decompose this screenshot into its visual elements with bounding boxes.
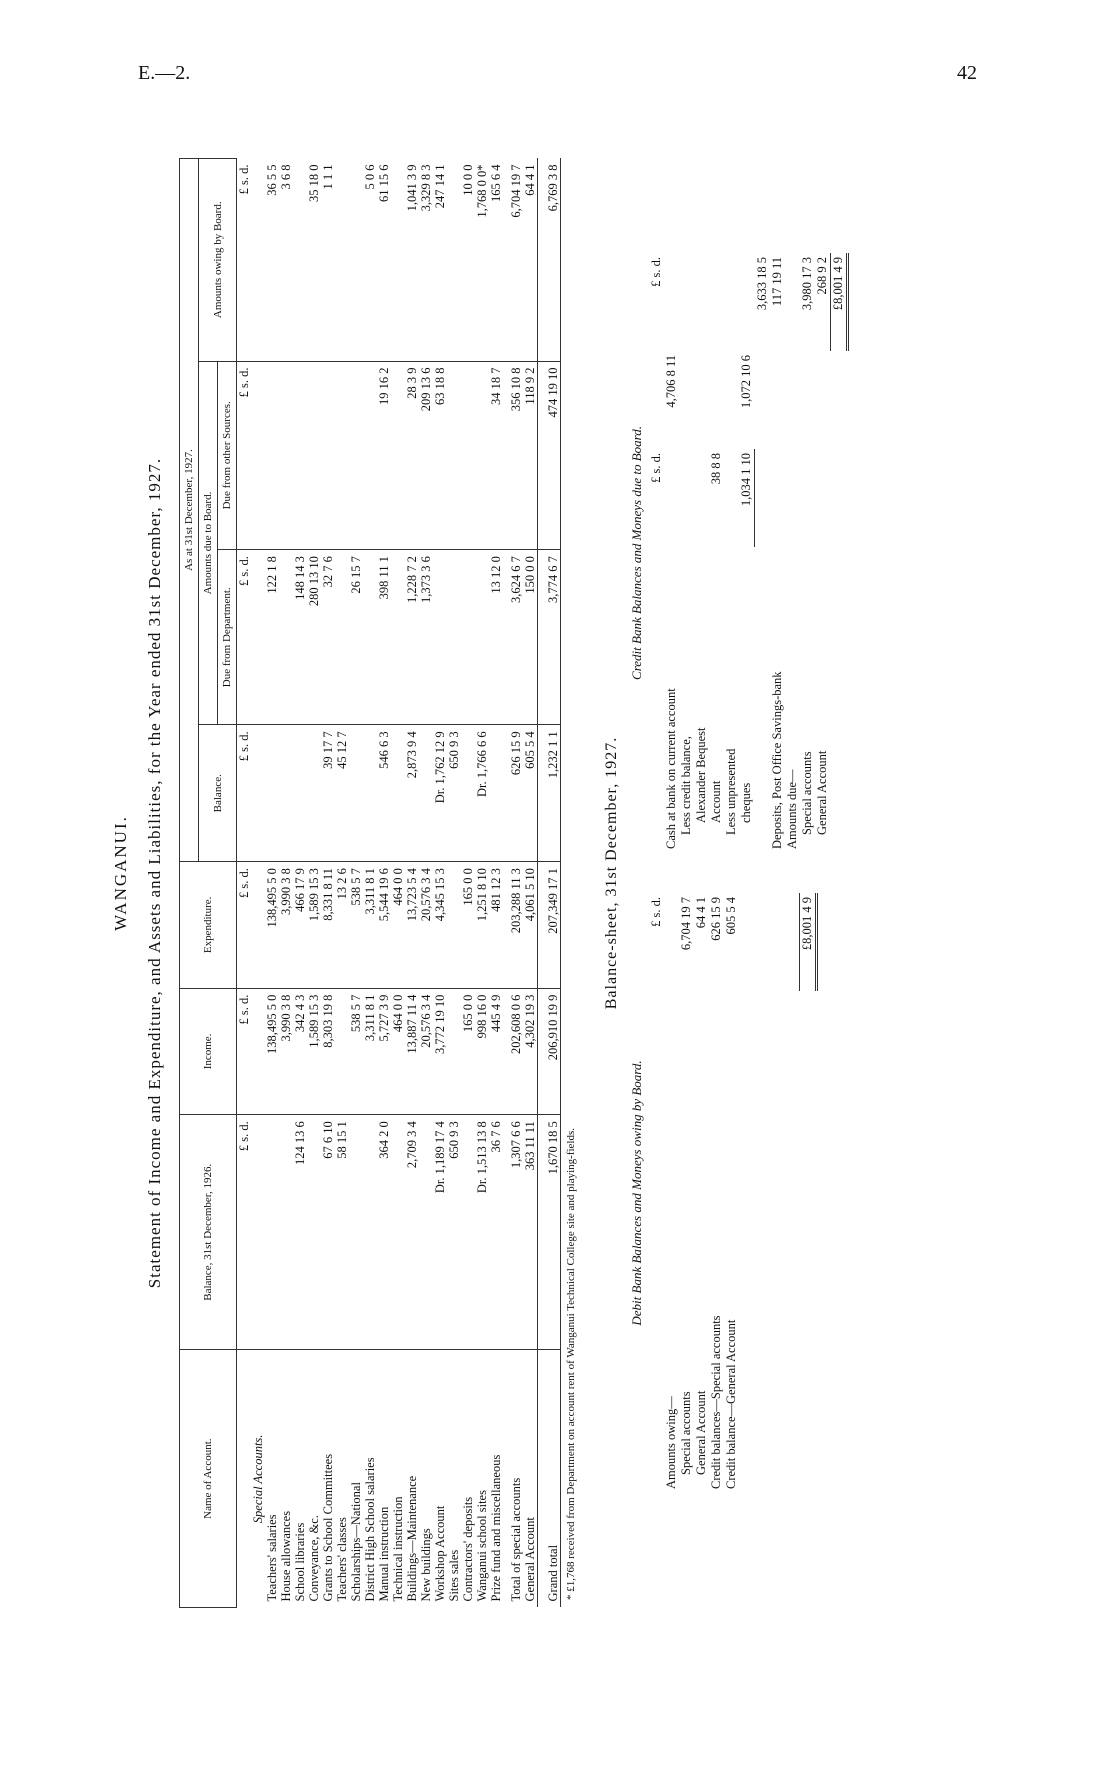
cell-owe: 10 0 0 [461,159,475,362]
cell-oth [461,361,475,550]
cell-exp: 20,576 3 4 [419,862,433,989]
col-income: Income. [180,988,237,1115]
credit-due-general: General Account [814,750,829,835]
table-row [433,159,447,1608]
cell-oth: 118 9 2 [523,361,538,550]
cell-b26: Dr. 1,513 13 8 [475,1115,489,1350]
cell-bal [293,725,307,862]
cell-exp: 165 0 0 [461,862,475,989]
cell-owe: 6,769 3 8 [538,159,561,362]
cell-exp: 464 0 0 [391,862,405,989]
cell-inc: 138,495 5 0 [265,988,279,1115]
credit-less1-value: 38 8 8 [709,453,723,485]
table-row [523,159,538,1608]
cell-b26: 363 11 11 [523,1115,538,1350]
cell-exp: 5,544 19 6 [377,862,391,989]
account-name: Prize fund and miscellaneous [489,1454,503,1602]
cell-b26: 1,670 18 5 [538,1115,561,1350]
cell-bal [363,725,377,862]
cell-inc: 8,303 19 8 [321,988,335,1115]
cell-dept: 398 11 1 [377,550,391,725]
table-row [419,159,433,1608]
credit-table [649,253,849,853]
table-row [335,159,349,1608]
cell-owe [447,159,461,362]
debit-credit-general: Credit balance—General Account [724,1319,738,1489]
cell-owe: 3 6 8 [279,159,293,362]
cell-exp: 4,345 15 3 [433,862,447,989]
cell-owe: 35 18 0 [307,159,321,362]
cell-inc: 165 0 0 [461,988,475,1115]
cell-b26: 124 13 6 [293,1115,307,1350]
cell-b26: 364 2 0 [377,1115,391,1350]
cell-b26: 58 15 1 [335,1115,349,1350]
cell-inc: 4,302 19 3 [523,988,538,1115]
lsd-label: £ s. d. [237,862,252,989]
account-name: District High School salaries [363,1457,377,1602]
cell-inc: 445 4 9 [489,988,503,1115]
cell-bal: 605 5 4 [523,725,538,862]
cell-bal: 2,873 9 4 [405,725,419,862]
cell-b26 [265,1115,279,1350]
table-row [321,159,335,1608]
cell-dept [447,550,461,725]
table-row [489,159,503,1608]
debit-column [629,893,849,1493]
page-number: 42 [957,62,977,84]
account-name: Wanganui school sites [475,1490,489,1602]
cell-oth: 474 19 10 [538,361,561,550]
cell-oth: 28 3 9 [405,361,419,550]
cell-b26: 2,709 3 4 [405,1115,419,1350]
cell-oth: 34 18 7 [489,361,503,550]
credit-less1: Less credit balance, [679,736,693,835]
cell-b26 [349,1115,363,1350]
cell-oth [279,361,293,550]
col-asat: As at 31st December, 1927. [180,159,199,862]
table-row [279,159,293,1608]
cell-b26 [461,1115,475,1350]
credit-less1c: Account [709,780,723,823]
cell-exp: 481 12 3 [489,862,503,989]
account-name: Teachers' classes [335,1517,349,1602]
table-row [447,159,461,1608]
debit-credit-general-value: 605 5 4 [724,897,738,935]
statement-title: Statement of Income and Expenditure, and Assets and Liabilities, for the Year ended 31st December, 1927. [145,457,164,1289]
cell-b26 [279,1115,293,1350]
credit-net-value: 3,633 18 5 [754,257,769,311]
cell-dept: 1,228 7 2 [405,550,419,725]
credit-less2-value: 1,034 1 10 [739,449,755,547]
account-name: Contractors' deposits [461,1496,475,1602]
cell-oth [321,361,335,550]
cell-exp: 1,589 15 3 [307,862,321,989]
credit-due: Amounts due— [784,769,799,849]
table-row [265,159,279,1608]
account-name: Technical instruction [391,1496,405,1602]
credit-due-special-value: 3,980 17 3 [799,257,814,311]
cell-bal [265,725,279,862]
cell-b26 [419,1115,433,1350]
cell-inc: 206,910 19 9 [538,988,561,1115]
col-owing: Amounts owing by Board. [199,159,237,362]
cell-exp: 4,061 5 10 [523,862,538,989]
cell-exp: 13 2 6 [335,862,349,989]
cell-dept: 26 15 7 [349,550,363,725]
cell-bal [349,725,363,862]
cell-inc: 998 16 0 [475,988,489,1115]
cell-b26: 650 9 3 [447,1115,461,1350]
credit-less2b: cheques [739,782,754,823]
cell-owe: 64 4 1 [523,159,538,362]
col-due-dept: Due from Department. [218,550,237,725]
debit-general-value: 64 4 1 [694,897,708,929]
debit-owing: Amounts owing— [664,1396,678,1489]
credit-posb-value: 117 19 11 [769,257,784,307]
table-row [503,159,523,1608]
cell-owe [335,159,349,362]
cell-exp: 8,331 8 11 [321,862,335,989]
cell-bal: 546 6 3 [377,725,391,862]
page-ref: E.—2. [138,62,191,84]
credit-less2: Less unpresented [724,748,738,835]
credit-sub-value: 1,072 10 6 [739,355,754,409]
table-row [391,159,405,1608]
cell-dept [391,550,405,725]
cell-dept: 280 13 10 [307,550,321,725]
lsd-label: £ s. d. [237,361,252,550]
cell-exp: 3,990 3 8 [279,862,293,989]
cell-dept [475,550,489,725]
table-row [475,159,489,1608]
table-row [461,159,475,1608]
cell-oth [475,361,489,550]
col-due-board: Amounts due to Board. [199,361,218,725]
cell-owe: 61 15 6 [377,159,391,362]
debit-general: General Account [694,1390,708,1475]
account-name: General Account [523,1517,537,1602]
account-name: Total of special accounts [509,1477,523,1602]
cell-bal: 650 9 3 [447,725,461,862]
cell-owe: 165 6 4 [489,159,503,362]
lsd-label: £ s. d. [237,1115,252,1350]
table-row [363,159,377,1608]
cell-inc: 3,990 3 8 [279,988,293,1115]
section-label: Special Accounts. [251,1434,265,1524]
cell-inc: 5,727 3 9 [377,988,391,1115]
cell-inc: 202,608 0 6 [503,988,523,1115]
cell-dept [461,550,475,725]
cell-dept [363,550,377,725]
cell-owe: 6,704 19 7 [503,159,523,362]
col-balance: Balance. [199,725,237,862]
cell-oth: 19 16 2 [377,361,391,550]
debit-total: £8,001 4 9 [799,893,816,991]
cell-owe [391,159,405,362]
lsd-label: £ s. d. [649,257,663,287]
account-name: Manual instruction [377,1506,391,1602]
lsd-label: £ s. d. [237,988,252,1115]
debit-credit-special-value: 626 15 9 [709,897,723,941]
cell-inc: 1,589 15 3 [307,988,321,1115]
cell-exp: 3,311 8 1 [363,862,377,989]
lsd-label: £ s. d. [237,725,252,862]
cell-bal [419,725,433,862]
cell-bal [391,725,405,862]
cell-inc: 3,311 8 1 [363,988,377,1115]
lsd-label: £ s. d. [237,550,252,725]
credit-cash: Cash at bank on current account [664,688,678,849]
cell-dept [279,550,293,725]
credit-cash-value: 4,706 8 11 [664,355,678,408]
account-name: Grand total [538,1350,561,1608]
cell-owe: 247 14 1 [433,159,447,362]
cell-b26: 36 7 6 [489,1115,503,1350]
cell-exp: 13,723 5 4 [405,862,419,989]
col-balance-1926: Balance, 31st December, 1926. [180,1115,237,1350]
cell-dept: 13 12 0 [489,550,503,725]
cell-dept: 1,373 3 6 [419,550,433,725]
cell-exp: 203,288 11 3 [503,862,523,989]
col-due-other: Due from other Sources. [218,361,237,550]
account-name: Sites sales [447,1549,461,1602]
cell-oth: 209 13 6 [419,361,433,550]
cell-b26 [363,1115,377,1350]
cell-oth [335,361,349,550]
cell-dept: 3,774 6 7 [538,550,561,725]
col-name: Name of Account. [180,1350,237,1608]
table-row [538,159,561,1608]
credit-total: £8,001 4 9 [830,253,847,351]
account-name: Scholarships—National [349,1482,363,1602]
district-title: WANGANUI. [111,815,130,931]
lsd-label: £ s. d. [237,159,252,362]
cell-inc: 13,887 11 4 [405,988,419,1115]
credit-column [629,253,849,853]
cell-exp [447,862,461,989]
cell-owe: 5 0 6 [363,159,377,362]
cell-dept: 32 7 6 [321,550,335,725]
credit-posb: Deposits, Post Office Savings-bank [769,671,784,849]
cell-oth [307,361,321,550]
cell-owe: 1 1 1 [321,159,335,362]
lsd-label: £ s. d. [649,453,663,483]
cell-owe: 36 5 5 [265,159,279,362]
table-row [349,159,363,1608]
cell-oth [293,361,307,550]
cell-inc: 464 0 0 [391,988,405,1115]
cell-dept: 122 1 8 [265,550,279,725]
lsd-label: £ s. d. [649,897,663,927]
debit-credit-special: Credit balances—Special accounts [709,1315,723,1489]
account-name: Workshop Account [433,1505,447,1602]
table-row [405,159,419,1608]
cell-inc: 3,772 19 10 [433,988,447,1115]
cell-owe: 3,329 8 3 [419,159,433,362]
cell-oth: 63 18 8 [433,361,447,550]
cell-b26: Dr. 1,189 17 4 [433,1115,447,1350]
cell-oth [349,361,363,550]
cell-b26: 1,307 6 6 [503,1115,523,1350]
debit-special-value: 6,704 19 7 [679,897,693,951]
cell-bal [461,725,475,862]
debit-table [649,893,818,1493]
cell-oth [391,361,405,550]
account-name: Conveyance, &c. [307,1515,321,1602]
cell-exp: 1,251 8 10 [475,862,489,989]
cell-dept [335,550,349,725]
cell-exp: 538 5 7 [349,862,363,989]
credit-due-special: Special accounts [799,751,814,835]
account-name: School libraries [293,1522,307,1602]
table-row [377,159,391,1608]
statement-table [179,158,561,1608]
cell-oth [447,361,461,550]
account-name: New buildings [419,1528,433,1602]
account-name: Buildings—Maintenance [405,1475,419,1602]
table-row [307,159,321,1608]
cell-exp: 207,349 17 1 [538,862,561,989]
cell-bal: 39 17 7 [321,725,335,862]
cell-owe: 1,041 3 9 [405,159,419,362]
cell-dept: 150 0 0 [523,550,538,725]
col-expenditure: Expenditure. [180,862,237,989]
cell-exp: 138,495 5 0 [265,862,279,989]
cell-dept: 148 14 3 [293,550,307,725]
cell-dept: 3,624 6 7 [503,550,523,725]
cell-dept [433,550,447,725]
cell-bal: Dr. 1,766 6 6 [475,725,489,862]
cell-inc: 20,576 3 4 [419,988,433,1115]
rotated-sheet [107,118,1002,1628]
cell-owe: 1,768 0 0* [475,159,489,362]
account-name: House allowances [279,1510,293,1602]
cell-oth [265,361,279,550]
cell-oth: 356 10 8 [503,361,523,550]
cell-bal: 45 12 7 [335,725,349,862]
debit-special: Special accounts [679,1391,693,1475]
credit-less1b: Alexander Bequest [694,727,708,823]
debit-title: Debit Bank Balances and Moneys owing by Board. [629,1060,644,1326]
cell-bal [279,725,293,862]
cell-b26 [307,1115,321,1350]
cell-bal: Dr. 1,762 12 9 [433,725,447,862]
balance-sheet-title: Balance-sheet, 31st December, 1927. [603,736,620,1010]
cell-bal [307,725,321,862]
cell-inc: 538 5 7 [349,988,363,1115]
cell-oth [363,361,377,550]
credit-due-general-value: 268 9 2 [814,257,829,295]
cell-owe [349,159,363,362]
cell-exp: 466 17 9 [293,862,307,989]
footnote: * £1,768 received from Department on account rent of Wanganui Technical College site and playing-fields. [565,1127,577,1600]
cell-inc [447,988,461,1115]
cell-bal [489,725,503,862]
account-name: Teachers' salaries [265,1514,279,1602]
table-row [293,159,307,1608]
cell-owe [293,159,307,362]
cell-b26: 67 6 10 [321,1115,335,1350]
cell-b26 [391,1115,405,1350]
cell-bal: 1,232 1 1 [538,725,561,862]
credit-title: Credit Bank Balances and Moneys due to Board. [629,426,644,680]
account-name: Grants to School Committees [321,1453,335,1602]
cell-inc [335,988,349,1115]
cell-inc: 342 4 3 [293,988,307,1115]
cell-bal: 626 15 9 [503,725,523,862]
